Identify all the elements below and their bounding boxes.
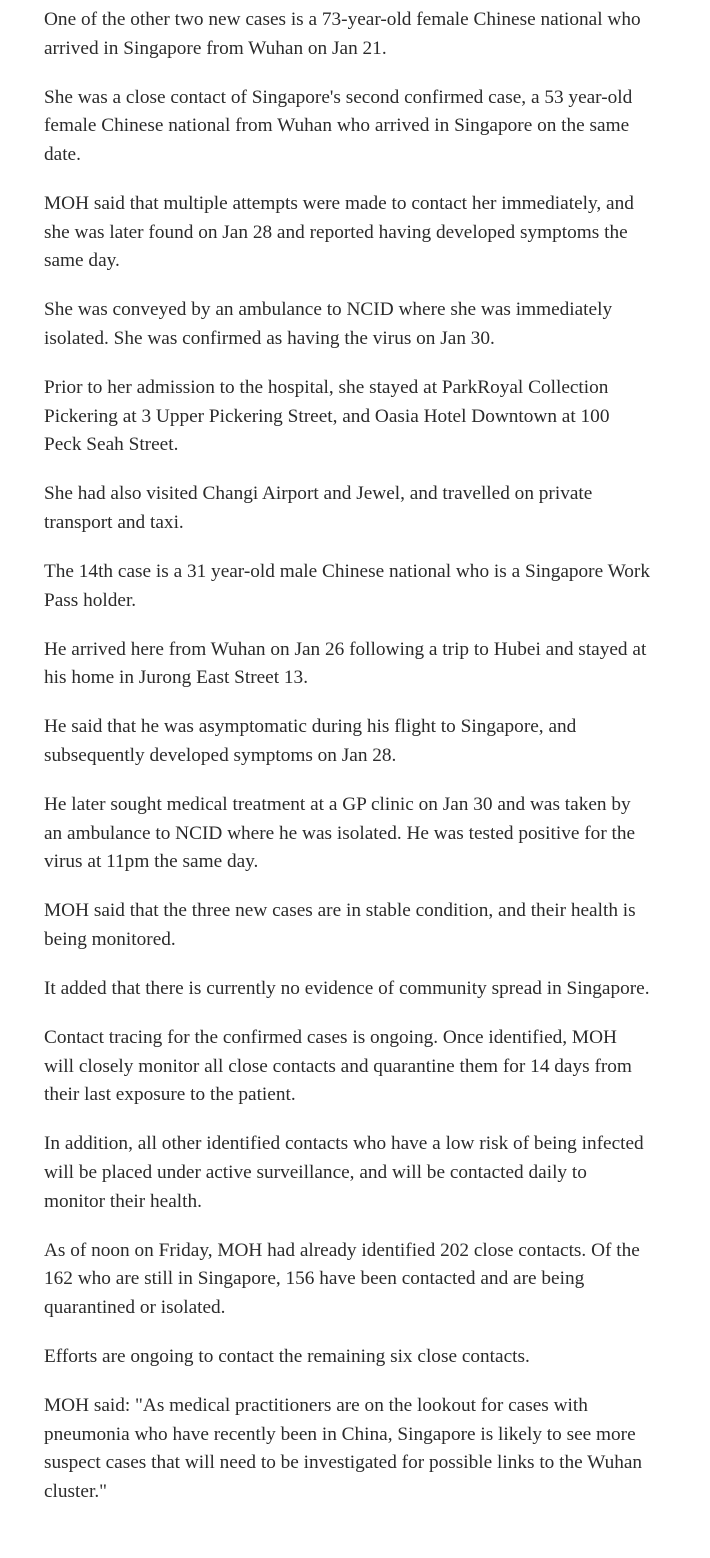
article-paragraph: MOH said: "As medical practitioners are on the lookout for cases with pneumonia who have recently been in China, Singapore is likely to see more suspect cases that will need to be investigated for possible links to the Wuhan cluster." — [44, 1394, 643, 1502]
article-paragraph: One of the other two new cases is a 73-year-old female Chinese national who arrived in Singapore from Wuhan on Jan 21. — [44, 9, 641, 59]
article-paragraph: Contact tracing for the confirmed cases is ongoing. Once identified, MOH will closely monitor all close contacts and quarantine them for 14 days from their last exposure to the patient. — [44, 1027, 632, 1106]
article-paragraph: As of noon on Friday, MOH had already identified 202 close contacts. Of the 162 who are still in Singapore, 156 have been contacted and are being quarantined or isolated. — [44, 1239, 640, 1318]
article-paragraph: Prior to her admission to the hospital, she stayed at ParkRoyal Collection Pickering at 3 Upper Pickering Street, and Oasia Hotel Downtown at 100 Peck Seah Street. — [44, 376, 610, 456]
article-paragraph: He arrived here from Wuhan on Jan 26 following a trip to Hubei and stayed at his home in Jurong East Street 13. — [44, 638, 647, 689]
article-paragraph: Efforts are ongoing to contact the remaining six close contacts. — [44, 1345, 530, 1367]
article-paragraph: She was a close contact of Singapore's second confirmed case, a 53 year-old female Chinese national from Wuhan who arrived in Singapore on the same date. — [44, 86, 633, 165]
article-paragraph: She had also visited Changi Airport and Jewel, and travelled on private transport and taxi. — [44, 483, 593, 533]
article-paragraph: MOH said that multiple attempts were made to contact her immediately, and she was later found on Jan 28 and reported having developed symptoms the same day. — [44, 192, 634, 272]
article-paragraph: She was conveyed by an ambulance to NCID where she was immediately isolated. She was confirmed as having the virus on Jan 30. — [44, 299, 613, 349]
article-body — [44, 6, 650, 1527]
article-paragraph: He said that he was asymptomatic during his flight to Singapore, and subsequently developed symptoms on Jan 28. — [44, 716, 577, 766]
article-paragraph: The 14th case is a 31 year-old male Chinese national who is a Singapore Work Pass holder. — [44, 560, 650, 611]
article-paragraph: It added that there is currently no evidence of community spread in Singapore. — [44, 977, 650, 999]
article-paragraph: MOH said that the three new cases are in stable condition, and their health is being monitored. — [44, 900, 636, 950]
article-paragraph: In addition, all other identified contacts who have a low risk of being infected will be placed under active surveillance, and will be contacted daily to monitor their health. — [44, 1133, 644, 1212]
article-paragraph: He later sought medical treatment at a GP clinic on Jan 30 and was taken by an ambulance to NCID where he was isolated. He was tested positive for the virus at 11pm the same day. — [44, 793, 636, 873]
